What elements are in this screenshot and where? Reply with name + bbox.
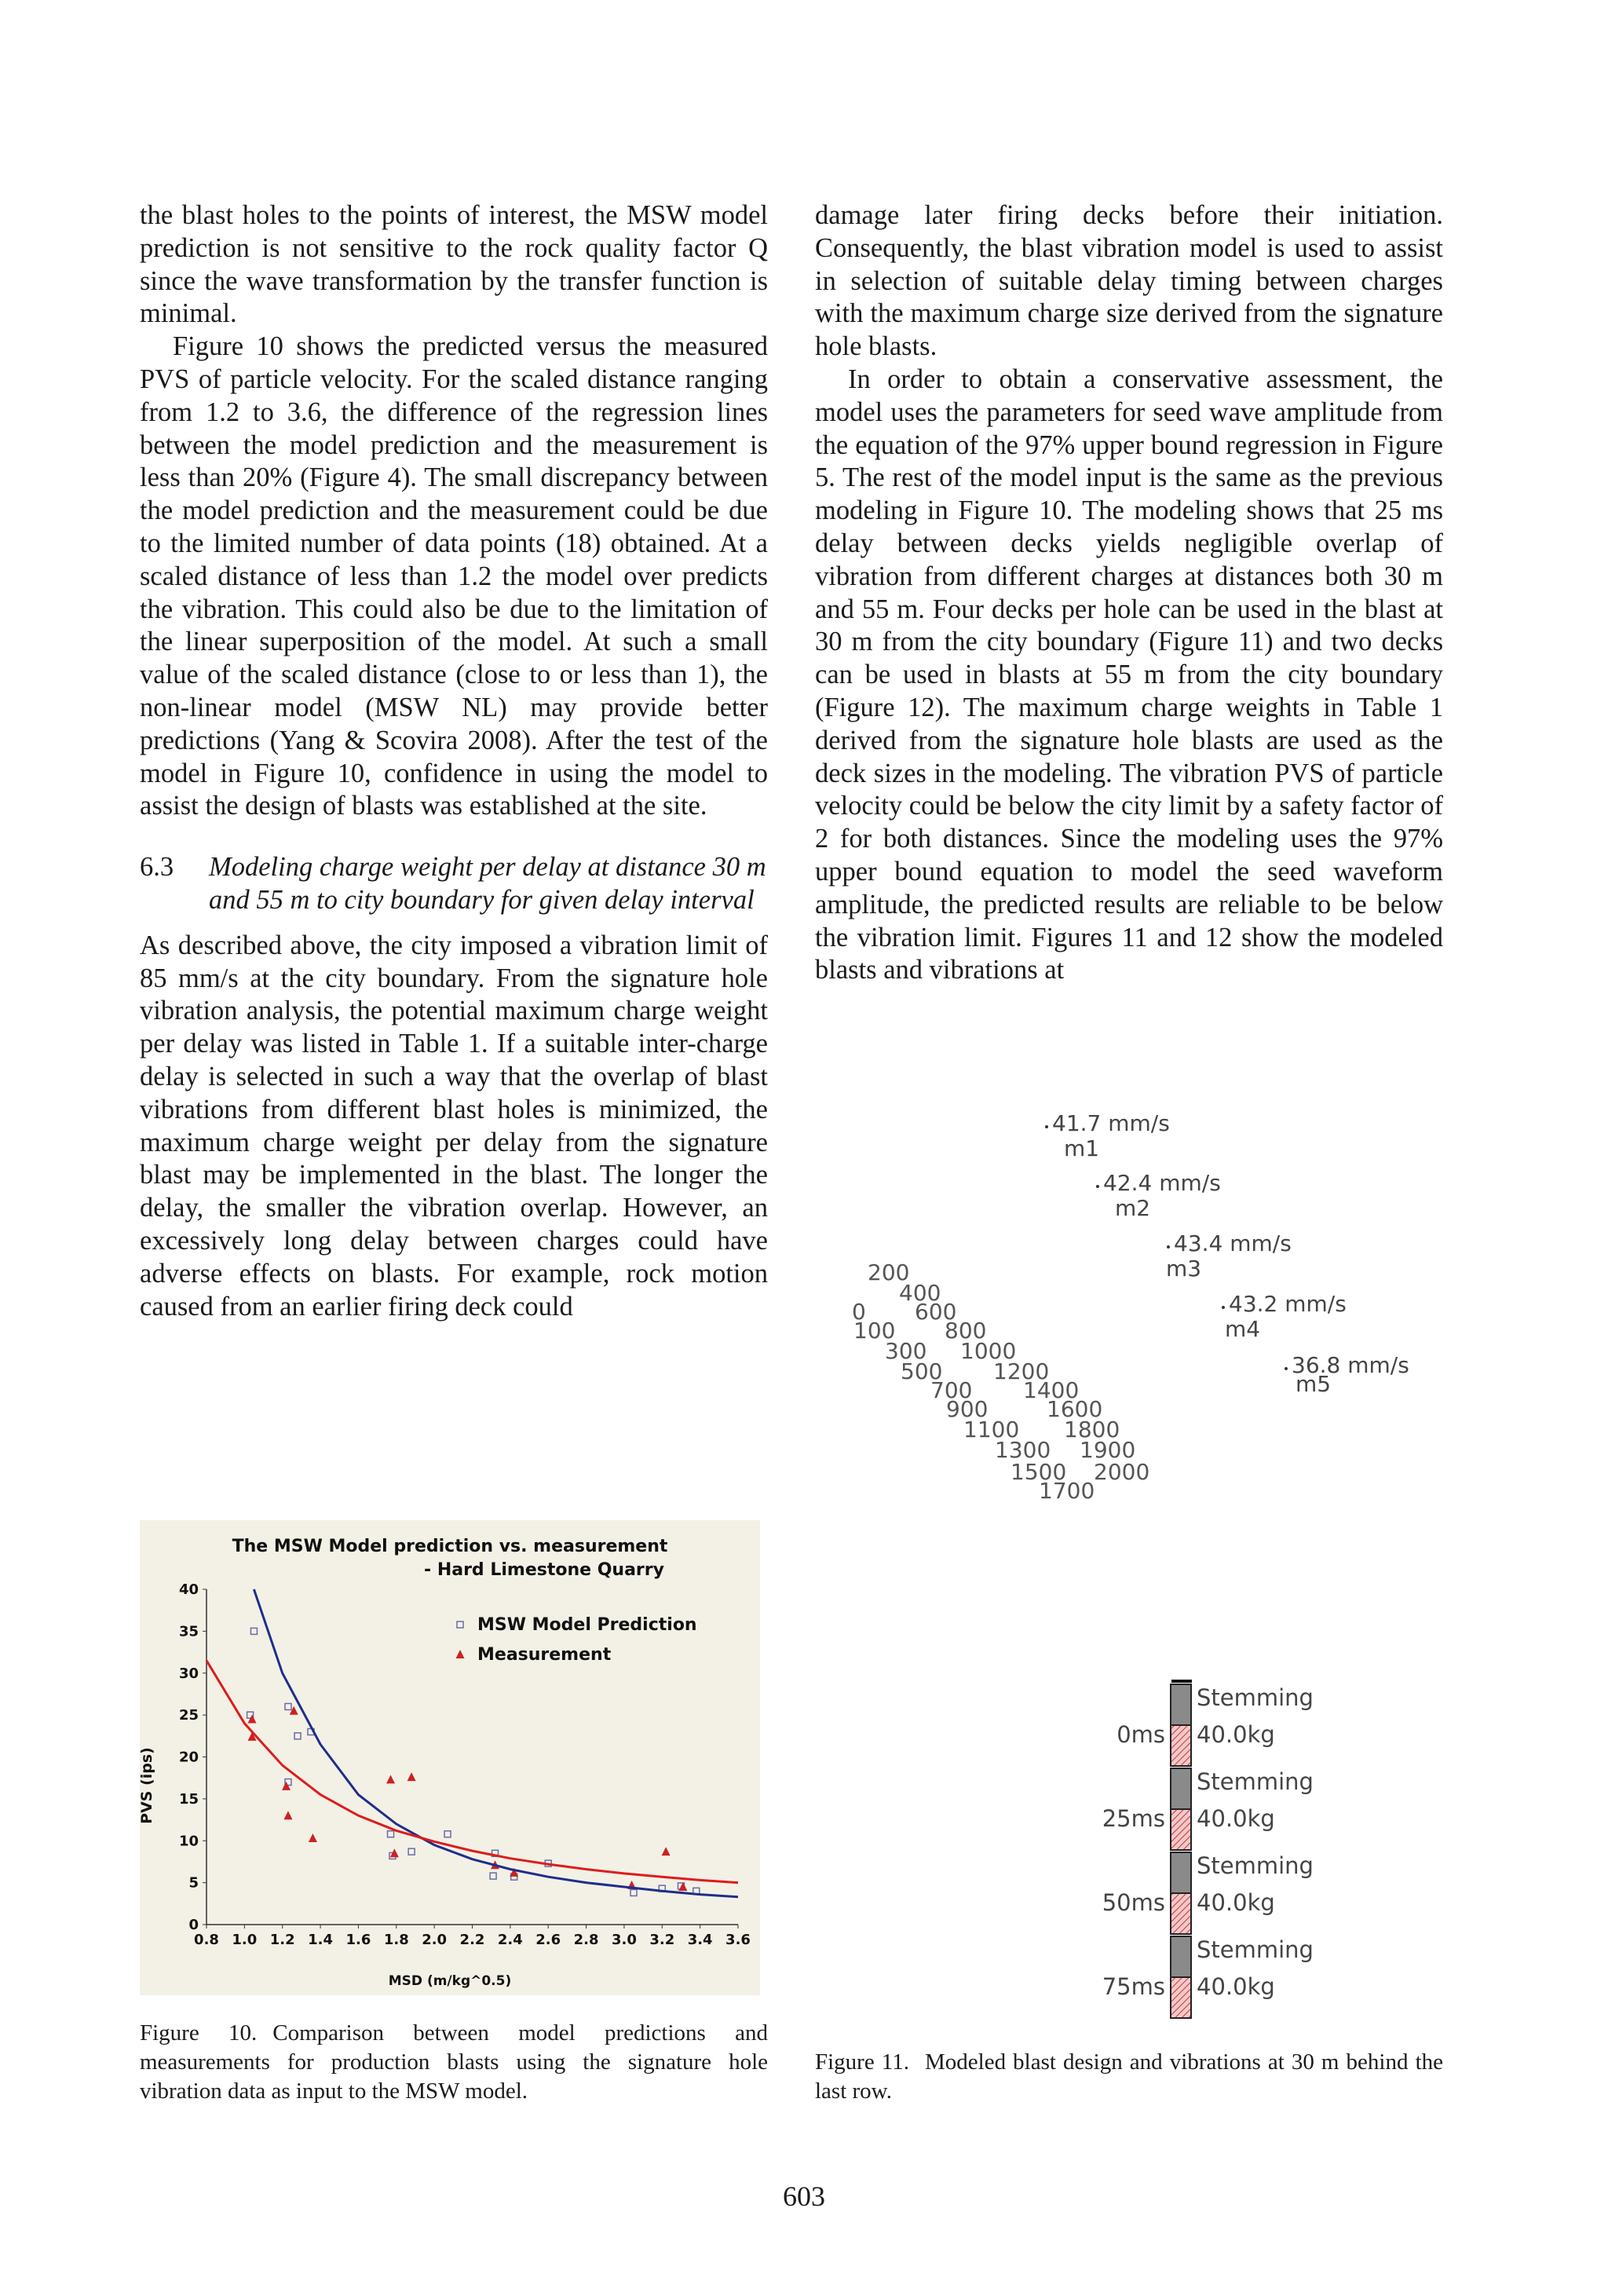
- x-tick-label: 3.0: [611, 1932, 637, 1948]
- charge-section: [1171, 1809, 1191, 1850]
- y-tick-label: 10: [178, 1833, 199, 1850]
- blast-plan: [852, 1110, 1409, 1504]
- monitor-point: [1096, 1185, 1099, 1188]
- x-tick-label: 2.8: [573, 1932, 599, 1948]
- chart-title: The MSW Model prediction vs. measurement: [232, 1537, 668, 1556]
- stemming-section: [1171, 1852, 1191, 1893]
- left-paragraph-2: Figure 10 shows the predicted versus the measured PVS of particle velocity. For the scaled distance ranging from 1.2 to 3.6, the difference of the regression lines between the model prediction and the measurement is less than 20% (Figure 4). The small discrepancy between the model prediction and the measurement could be due to the limited number of data points (18) obtained. At a scaled distance of less than 1.2 the model over predicts the vibration. This could also be due to the limitation of the linear superposition of the model. At such a small value of the scaled distance (close to or less than 1), the non-linear model (MSW NL) may provide better predictions (Yang & Scovira 2008). After the test of the model in Figure 10, confidence in using the model to assist the design of blasts was established at the site.: [140, 331, 768, 821]
- delay-time-label: 0ms: [1116, 1721, 1165, 1748]
- y-axis-label: PVS (ips): [138, 1747, 155, 1824]
- charge-label: 40.0kg: [1197, 1805, 1275, 1832]
- stemming-label: Stemming: [1197, 1936, 1314, 1963]
- y-tick-label: 25: [178, 1707, 199, 1724]
- stemming-label: Stemming: [1197, 1852, 1314, 1879]
- blast-hole-label: 1200: [993, 1358, 1050, 1384]
- x-tick-label: 2.2: [459, 1932, 485, 1948]
- blast-hole-label: 200: [868, 1260, 910, 1285]
- right-column: [815, 199, 1443, 987]
- x-axis-label: MSD (m/kg^0.5): [388, 1973, 512, 1989]
- left-paragraph-3: As described above, the city imposed a vibration limit of 85 mm/s at the city boundary. From the signature hole vibration analysis, the potential maximum charge weight per delay was listed in Table 1. If a suitable inter-charge delay is selected in such a way that the overlap of blast vibrations from different blast holes is minimized, the maximum charge weight per delay from the signature blast may be implemented in the blast. The longer the delay, the smaller the vibration overlap. However, an excessively long delay between charges could have adverse effects on blasts. For example, rock motion caused from an earlier firing deck could: [140, 930, 768, 1322]
- x-tick-label: 0.8: [194, 1932, 219, 1948]
- blast-hole-label: 100: [853, 1318, 896, 1344]
- figure-11-label: Figure 11.: [815, 2049, 909, 2075]
- delay-time-label: 75ms: [1102, 1973, 1165, 2000]
- y-tick-label: 20: [178, 1749, 199, 1766]
- blast-hole-label: 1700: [1039, 1478, 1095, 1504]
- figure-11-svg: [828, 1091, 1409, 2018]
- x-tick-label: 1.8: [383, 1932, 409, 1948]
- section-number: 6.3: [140, 852, 174, 883]
- stemming-label: Stemming: [1197, 1768, 1314, 1795]
- figure-11: [828, 1091, 1409, 2018]
- right-paragraph-2: In order to obtain a conservative assessment, the model uses the parameters for seed wave amplitude from the equation of the 97% upper bound regression in Figure 5. The rest of the model input is the same as the previous modeling in Figure 10. The modeling shows that 25 ms delay between decks yields negligible overlap of vibration from different charges at distances both 30 m and 55 m. Four decks per hole can be used in the blast at 30 m from the city boundary (Figure 11) and two decks can be used in blasts at 55 m from the city boundary (Figure 12). The maximum charge weights in Table 1 derived from the signature hole blasts are used as the deck sizes in the modeling. The vibration PVS of particle velocity could be below the city limit by a safety factor of 2 for both distances. Since the modeling uses the 97% upper bound equation to model the seed waveform amplitude, the predicted results are reliable to be below the vibration limit. Figures 11 and 12 show the modeled blasts and vibrations at: [815, 364, 1443, 985]
- blast-hole-label: 1600: [1047, 1396, 1103, 1422]
- monitor-value: 43.2 mm/s: [1229, 1291, 1347, 1317]
- monitor-name: m2: [1115, 1195, 1151, 1221]
- blast-hole-label: 1500: [1010, 1459, 1067, 1485]
- blast-hole-label: 1900: [1080, 1437, 1136, 1463]
- blast-hole-label: 1100: [963, 1417, 1020, 1442]
- x-tick-label: 1.4: [308, 1932, 334, 1948]
- figure-10-label: Figure 10.: [140, 2020, 258, 2046]
- monitor-name: m3: [1166, 1256, 1202, 1281]
- y-tick-label: 30: [178, 1665, 199, 1682]
- monitor-point: [1285, 1367, 1288, 1370]
- blast-hole-label: 500: [901, 1358, 943, 1384]
- x-tick-label: 2.4: [497, 1932, 523, 1948]
- blast-hole-label: 400: [899, 1280, 941, 1306]
- monitor-value: 42.4 mm/s: [1103, 1170, 1221, 1196]
- blast-hole-label: 0: [852, 1299, 866, 1325]
- x-tick-label: 2.6: [535, 1932, 561, 1948]
- x-tick-label: 2.0: [422, 1932, 448, 1948]
- charge-label: 40.0kg: [1197, 1889, 1275, 1916]
- stemming-section: [1171, 1936, 1191, 1977]
- stemming-section: [1171, 1684, 1191, 1725]
- blast-hole-label: 900: [946, 1396, 989, 1422]
- figure-10-caption: [140, 2019, 768, 2106]
- blast-hole-label: 1800: [1064, 1417, 1120, 1442]
- blast-hole-label: 300: [885, 1338, 927, 1364]
- blast-hole-label: 800: [945, 1318, 987, 1344]
- deck-column: [1102, 1681, 1314, 2018]
- right-paragraph-1: damage later firing decks before their initiation. Consequently, the blast vibration model is used to assist in selection of suitable delay timing between charges with the maximum charge size derived from the signature hole blasts.: [815, 200, 1443, 362]
- monitor-name: m4: [1225, 1316, 1261, 1342]
- monitor-value: 36.8 mm/s: [1292, 1352, 1409, 1378]
- charge-section: [1171, 1977, 1191, 2018]
- page-number: 603: [783, 2181, 825, 2212]
- monitor-point: [1045, 1125, 1048, 1128]
- y-tick-label: 15: [178, 1790, 199, 1808]
- charge-label: 40.0kg: [1197, 1973, 1275, 2000]
- x-tick-label: 1.2: [269, 1932, 295, 1948]
- blast-hole-label: 600: [915, 1299, 957, 1325]
- charge-section: [1171, 1893, 1191, 1934]
- y-tick-label: 5: [188, 1874, 199, 1892]
- blast-hole-label: 1300: [995, 1437, 1051, 1463]
- monitor-point: [1222, 1306, 1225, 1309]
- chart-subtitle: - Hard Limestone Quarry: [424, 1560, 664, 1580]
- left-column: [140, 199, 768, 1323]
- blast-hole-label: 1000: [960, 1338, 1017, 1364]
- y-tick-label: 0: [188, 1917, 199, 1933]
- left-paragraph-1: the blast holes to the points of interest, the MSW model prediction is not sensitive to the rock quality factor Q since the wave transformation by the transfer function is minimal.: [140, 200, 768, 329]
- x-tick-label: 3.2: [649, 1932, 675, 1948]
- charge-label: 40.0kg: [1197, 1721, 1275, 1748]
- stemming-label: Stemming: [1197, 1684, 1314, 1711]
- stemming-section: [1171, 1768, 1191, 1809]
- section-heading: [140, 851, 768, 917]
- y-tick-label: 40: [178, 1581, 199, 1598]
- chart-svg: [140, 1520, 760, 1995]
- blast-hole-label: 700: [930, 1377, 973, 1403]
- section-title: Modeling charge weight per delay at distance 30 m and 55 m to city boundary for given delay interval: [209, 852, 766, 915]
- x-tick-label: 3.6: [725, 1932, 751, 1948]
- figure-11-caption: [815, 2048, 1443, 2106]
- figure-10-chart: [140, 1520, 760, 1995]
- delay-time-label: 25ms: [1102, 1805, 1165, 1832]
- monitor-name: m1: [1064, 1135, 1100, 1161]
- blast-hole-label: 2000: [1094, 1459, 1150, 1485]
- x-tick-label: 3.4: [687, 1932, 713, 1948]
- monitor-point: [1167, 1245, 1170, 1249]
- delay-time-label: 50ms: [1102, 1889, 1165, 1916]
- monitor-value: 43.4 mm/s: [1174, 1230, 1292, 1256]
- monitor-name: m5: [1296, 1371, 1332, 1397]
- charge-section: [1171, 1725, 1191, 1766]
- x-tick-label: 1.0: [232, 1932, 258, 1948]
- figure-10-caption-text: Comparison between model predictions and measurements for production blasts using the signature hole vibration data as input to the MSW model.: [140, 2020, 768, 2104]
- legend-measurement-label: Measurement: [477, 1645, 612, 1665]
- y-tick-label: 35: [178, 1623, 199, 1640]
- legend-prediction-label: MSW Model Prediction: [477, 1615, 697, 1635]
- figure-11-caption-text: Modeled blast design and vibrations at 30 m behind the last row.: [815, 2049, 1444, 2104]
- monitor-value: 41.7 mm/s: [1052, 1110, 1170, 1136]
- x-tick-label: 1.6: [345, 1932, 371, 1948]
- blast-hole-label: 1400: [1023, 1377, 1080, 1403]
